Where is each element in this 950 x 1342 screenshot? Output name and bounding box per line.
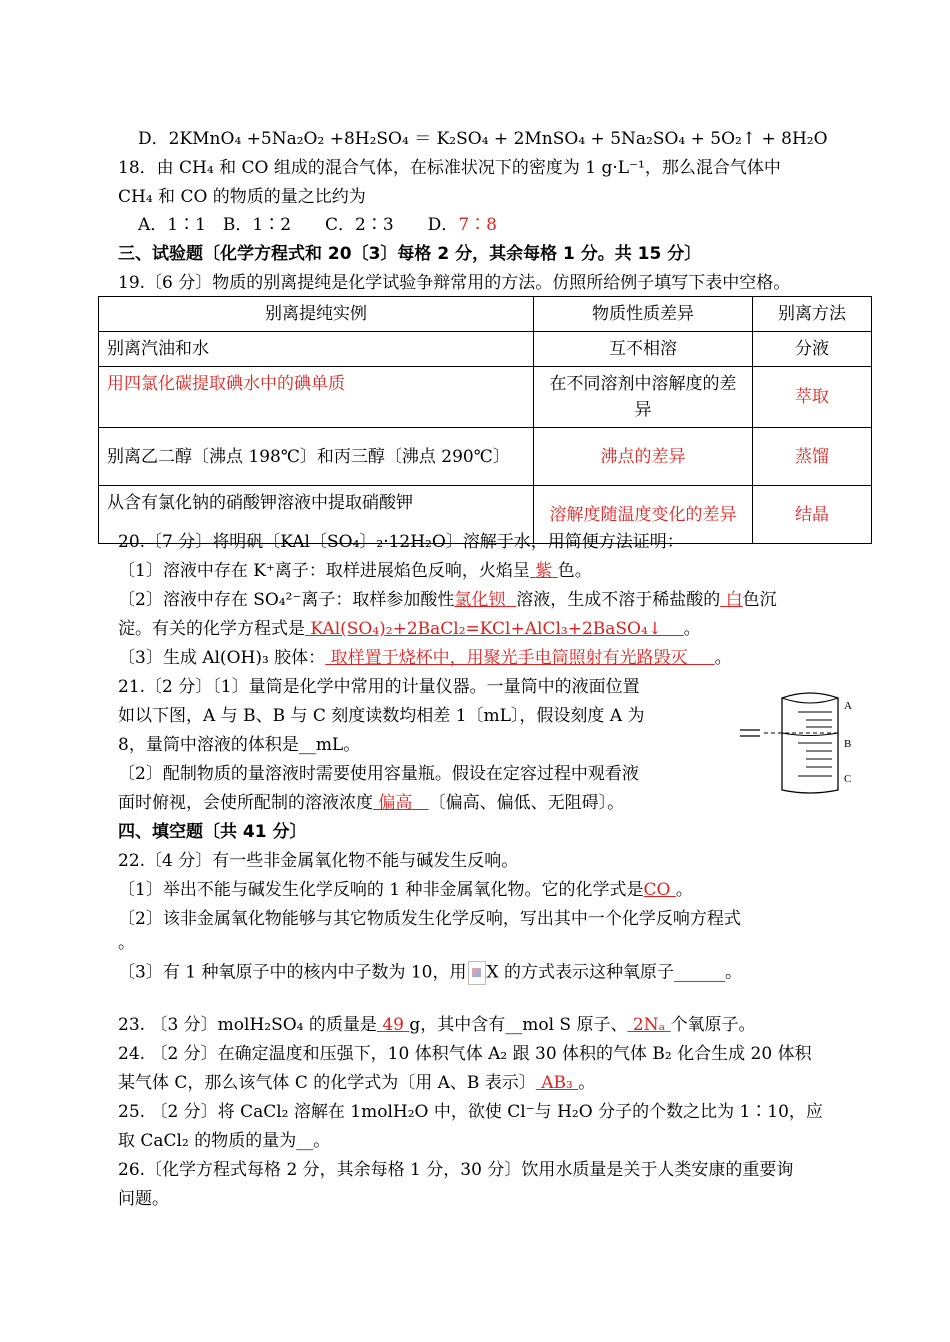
table-header: 物质性质差异	[534, 297, 753, 332]
q18-answer: 7∶8	[458, 215, 497, 235]
table-cell: 别离乙二醇〔沸点 198℃〕和丙三醇〔沸点 290℃〕	[99, 428, 534, 486]
table-row	[99, 428, 872, 486]
q20-part2-answer2-text: 白	[725, 590, 743, 610]
table-cell: 分液	[753, 332, 872, 367]
q21-line3: 8，量筒中溶液的体积是__mL。	[118, 735, 361, 755]
table-header-row	[99, 297, 872, 332]
q23-answer1	[377, 1015, 409, 1035]
q20-part2-answer2	[720, 590, 742, 610]
q24-answer-text: AB₃	[541, 1073, 573, 1093]
q20-part3-answer	[325, 648, 714, 668]
q19-stem: 19.〔6 分〕物质的别离提纯是化学试验争辩常用的方法。仿照所给例子填写下表中空格。	[118, 273, 791, 293]
table-cell: 别离汽油和水	[99, 332, 534, 367]
q23	[118, 1014, 756, 1036]
q21-line5-text: 面时俯视，会使所配制的溶液浓度	[118, 793, 373, 813]
q21-answer-text: 偏高	[378, 793, 413, 813]
q23-tail: 个氧原子。	[670, 1015, 756, 1035]
q21-line2: 如以下图，A 与 B、B 与 C 刻度读数均相差 1〔mL〕，假设刻度 A 为	[118, 706, 645, 726]
q20-part1-tail: 色。	[557, 561, 592, 581]
q20-part2-text: 〔2〕溶液中存在 SO₄²⁻离子：取样参加酸性	[118, 590, 455, 610]
q18-line1: 18．由 CH₄ 和 CO 组成的混合气体，在标准状况下的密度为 1 g·L⁻¹，那么混合气体中	[118, 158, 781, 178]
q22-part3-text: 〔3〕有 1 种氧原子中的核内中子数为 10，用	[118, 962, 467, 983]
table-cell: 沸点的差异	[534, 428, 753, 486]
q23-answer2	[628, 1015, 671, 1035]
q20-part2-equation-line	[118, 618, 701, 640]
table-header: 别离方法	[753, 297, 872, 332]
q22-part1	[118, 879, 693, 901]
table-row	[99, 367, 872, 428]
table-header: 别离提纯实例	[99, 297, 534, 332]
q24-answer	[536, 1073, 578, 1093]
q22-part3	[118, 961, 742, 985]
q20-part2-answer1-text: 氯化钡	[454, 590, 506, 610]
q20-part2-equation	[305, 619, 684, 639]
q18-line2: CH₄ 和 CO 的物质的量之比约为	[118, 187, 366, 207]
q20-part2-eq-label: 淀。有关的化学方程式是	[118, 619, 305, 639]
q21-answer	[373, 793, 429, 813]
q24-tail: 。	[578, 1073, 596, 1093]
q20-part3-text: 〔3〕生成 Al(OH)₃ 胶体：	[118, 648, 326, 668]
q20-part2-equation-text: KAl(SO₄)₂+2BaCl₂=KCl+AlCl₃+2BaSO₄↓	[310, 619, 663, 639]
q25-line1: 25. 〔2 分〕将 CaCl₂ 溶解在 1molH₂O 中，欲使 Cl⁻与 H₂O 分子的个数之比为 1∶10，应	[118, 1102, 823, 1122]
cylinder-rim	[782, 698, 838, 703]
table-cell: 溶解度随温度变化的差异	[534, 486, 753, 544]
broken-image-icon	[468, 961, 486, 985]
q18-options-text: A．1∶1 B．1∶2 C．2∶3 D．	[138, 215, 459, 235]
table-cell: 萃取	[753, 367, 872, 428]
q23-text: 23. 〔3 分〕molH₂SO₄ 的质量是	[118, 1015, 377, 1035]
q26-line2: 问题。	[118, 1189, 169, 1209]
q26-line1: 26.〔化学方程式每格 2 分，其余每格 1 分，30 分〕饮用水质量是关于人类安康的重要询	[118, 1160, 794, 1180]
q23-answer1-text: 49	[382, 1015, 404, 1035]
q20-part2-mid: 溶液，生成不溶于稀盐酸的	[516, 590, 721, 610]
table-row	[99, 332, 872, 367]
q24-line2	[118, 1072, 595, 1094]
q20-part1-answer-text: 紫	[535, 561, 553, 581]
q21-line5-tail: 〔偏高、偏低、无阻碍〕。	[428, 793, 625, 813]
q20-part2-eq-end: 。	[683, 619, 701, 639]
q23-mid: g，其中含有__mol S 原子、	[409, 1015, 628, 1035]
table-cell: 从含有氯化钠的硝酸钾溶液中提取硝酸钾	[99, 486, 534, 544]
q20-part1	[118, 560, 592, 582]
q20-part3-answer-text: 取样置于烧杯中，用聚光手电筒照射有光路毁灭	[330, 648, 688, 668]
q20-stem: 20.〔7 分〕将明矾〔KAl〔SO₄〕₂·12H₂O〕溶解于水，用简便方法证明：	[118, 532, 684, 552]
label-c: C	[844, 773, 852, 785]
section-3-title: 三、试验题〔化学方程式和 20〔3〕每格 2 分，其余每格 1 分。共 15 分〕	[118, 244, 702, 264]
q22-part2-end: 。	[118, 933, 135, 953]
q22-stem: 22.〔4 分〕有一些非金属氧化物不能与碱发生反响。	[118, 851, 519, 871]
q20-part2-answer1	[454, 590, 516, 610]
q21-line5	[118, 792, 624, 814]
q20-part3-tail: 。	[714, 648, 732, 668]
q20-part3	[118, 647, 732, 669]
section-4-title: 四、填空题〔共 41 分〕	[118, 822, 307, 842]
option-d-equation: D．2KMnO₄ +5Na₂O₂ +8H₂SO₄ ＝ K₂SO₄ + 2MnSO₄ + 5Na₂SO₄ + 5O₂↑ + 8H₂O	[138, 129, 828, 149]
table-cell: 用四氯化碳提取碘水中的碘单质	[99, 367, 534, 428]
q22-part1-tail: 。	[675, 880, 693, 900]
table-cell: 结晶	[753, 486, 872, 544]
q23-answer2-text: 2Nₐ	[632, 1015, 666, 1035]
q22-part1-answer	[643, 880, 675, 900]
q24-line1: 24. 〔2 分〕在确定温度和压强下，10 体积气体 A₂ 跟 30 体积的气体 B₂ 化合生成 20 体积	[118, 1044, 812, 1064]
q21-line1: 21.〔2 分〕〔1〕量筒是化学中常用的计量仪器。一量筒中的液面位置	[118, 677, 640, 697]
graduated-cylinder-figure	[740, 690, 870, 800]
q21-line4: 〔2〕配制物质的量溶液时需要使用容量瓶。假设在定容过程中观看液	[118, 764, 639, 784]
separation-table	[98, 296, 872, 544]
q20-part2-tail: 色沉	[742, 590, 777, 610]
q22-part3-tail: X 的方式表示这种氧原子______。	[486, 962, 742, 983]
q25-line2: 取 CaCl₂ 的物质的量为__。	[118, 1131, 331, 1151]
q22-part2: 〔2〕该非金属氧化物能够与其它物质发生化学反响，写出其中一个化学反响方程式	[118, 909, 741, 929]
q20-part1-text: 〔1〕溶液中存在 K⁺离子：取样进展焰色反响，火焰呈	[118, 561, 530, 581]
label-b: B	[844, 738, 852, 750]
q22-part1-answer-text: CO	[643, 880, 671, 900]
table-cell: 互不相溶	[534, 332, 753, 367]
q24-text: 某气体 C，那么该气体 C 的化学式为〔用 A、B 表示〕	[118, 1073, 536, 1093]
q20-part2	[118, 589, 777, 611]
table-cell: 蒸馏	[753, 428, 872, 486]
q20-part1-answer	[530, 561, 558, 581]
table-cell: 在不同溶剂中溶解度的差异	[534, 367, 753, 428]
q22-part1-text: 〔1〕举出不能与碱发生化学反响的 1 种非金属氧化物。它的化学式是	[118, 880, 644, 900]
label-a: A	[844, 700, 852, 712]
q18-options	[138, 214, 497, 236]
